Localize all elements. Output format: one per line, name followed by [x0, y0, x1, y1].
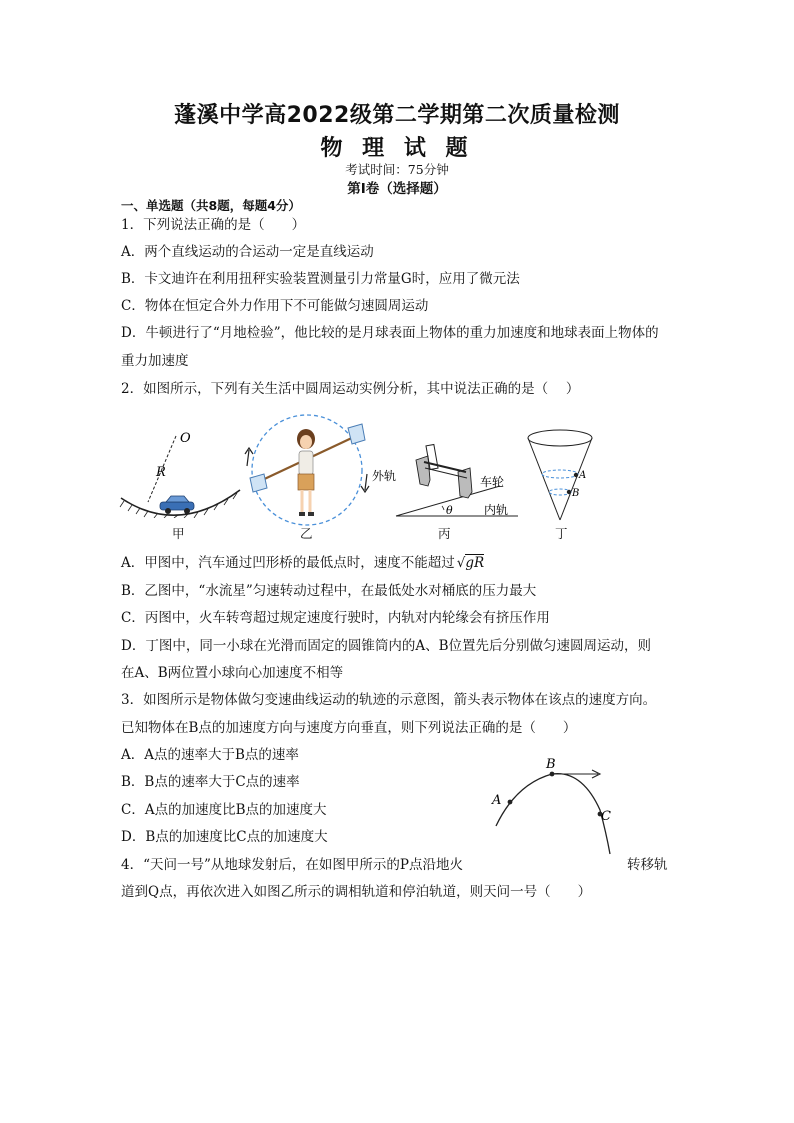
label-cone-a: A	[579, 470, 587, 481]
caption-jia: 甲	[172, 526, 185, 541]
q1-option-c: C．物体在恒定合外力作用下不可能做匀速圆周运动	[121, 298, 429, 314]
caption-bing: 丙	[438, 526, 451, 541]
caption-yi: 乙	[300, 526, 313, 541]
q1-option-b: B．卡文迪许在利用扭秤实验装置测量引力常量G时，应用了微元法	[121, 271, 520, 287]
sqrt-radicand: gR	[465, 555, 485, 571]
q2-option-c: C．丙图中，火车转弯超过规定速度行驶时，内轨对内轮缘会有挤压作用	[121, 610, 550, 626]
sqrt-symbol: √gR	[456, 555, 485, 571]
label-point-b: B	[546, 757, 556, 772]
q2-option-d-line1: D．丁图中，同一小球在光滑而固定的圆锥筒内的A、B位置先后分别做匀速圆周运动，则	[121, 638, 651, 654]
section-heading: 一、单选题（共8题，每题4分）	[121, 198, 301, 213]
label-o: O	[180, 431, 191, 446]
label-cone-b: B	[572, 488, 580, 499]
q2-option-b: B．乙图中，“水流星”匀速转动过程中，在最低处水对桶底的压力最大	[121, 583, 537, 599]
q3-stem-line2: 已知物体在B点的加速度方向与速度方向垂直，则下列说法正确的是（ ）	[121, 720, 577, 736]
q3-option-b: B．B点的速率大于C点的速率	[121, 774, 300, 790]
q4-stem-line1b: 转移轨	[627, 857, 668, 873]
exam-time: 考试时间：75分钟	[345, 162, 449, 177]
q1-option-d-line2: 重力加速度	[121, 353, 189, 369]
subject-title: 物 理 试 题	[320, 136, 474, 161]
q1-option-d-line1: D．牛顿进行了“月地检验”，他比较的是月球表面上物体的重力加速度和地球表面上物体的	[121, 325, 659, 341]
q3-stem-line1: 3．如图所示是物体做匀变速曲线运动的轨迹的示意图，箭头表示物体在该点的速度方向。	[121, 692, 657, 708]
label-inner-rail: 内轨	[484, 503, 509, 517]
q2-option-d-line2: 在A、B两位置小球向心加速度不相等	[121, 665, 344, 681]
figure-concave-bridge	[118, 418, 248, 518]
person-icon	[297, 429, 315, 516]
car-icon	[160, 496, 194, 514]
caption-ding: 丁	[555, 526, 568, 541]
q4-stem-line2: 道到Q点，再依次进入如图乙所示的调相轨道和停泊轨道，则天问一号（ ）	[121, 884, 592, 900]
q3-option-c: C．A点的加速度比B点的加速度大	[121, 802, 327, 818]
label-point-c: C	[601, 809, 611, 824]
q1-option-a: A．两个直线运动的合运动一定是直线运动	[121, 244, 374, 260]
q3-option-a: A．A点的速率大于B点的速率	[121, 747, 299, 763]
q3-option-d: D．B点的加速度比C点的加速度大	[121, 829, 328, 845]
label-point-a: A	[492, 793, 502, 808]
q2-stem: 2．如图所示，下列有关生活中圆周运动实例分析，其中说法正确的是（ ）	[121, 381, 580, 397]
label-wheel: 车轮	[480, 475, 505, 489]
figure-banked-track	[372, 436, 522, 520]
q1-stem: 1．下列说法正确的是（ ）	[121, 217, 306, 233]
figure-trajectory	[486, 756, 626, 856]
volume-title: 第Ⅰ卷（选择题）	[347, 181, 447, 197]
exam-title: 蓬溪中学高2022级第二学期第二次质量检测	[174, 103, 620, 128]
label-outer-rail: 外轨	[372, 469, 397, 483]
figure-cone	[526, 428, 598, 524]
q4-stem-line1a: 4．“天问一号”从地球发射后，在如图甲所示的P点沿地火	[121, 857, 463, 873]
figure-water-meteor	[244, 414, 370, 526]
label-r: R	[156, 465, 166, 480]
q2-option-a: A．甲图中，汽车通过凹形桥的最低点时，速度不能超过 √gR	[121, 555, 485, 571]
label-theta: θ	[446, 504, 453, 517]
